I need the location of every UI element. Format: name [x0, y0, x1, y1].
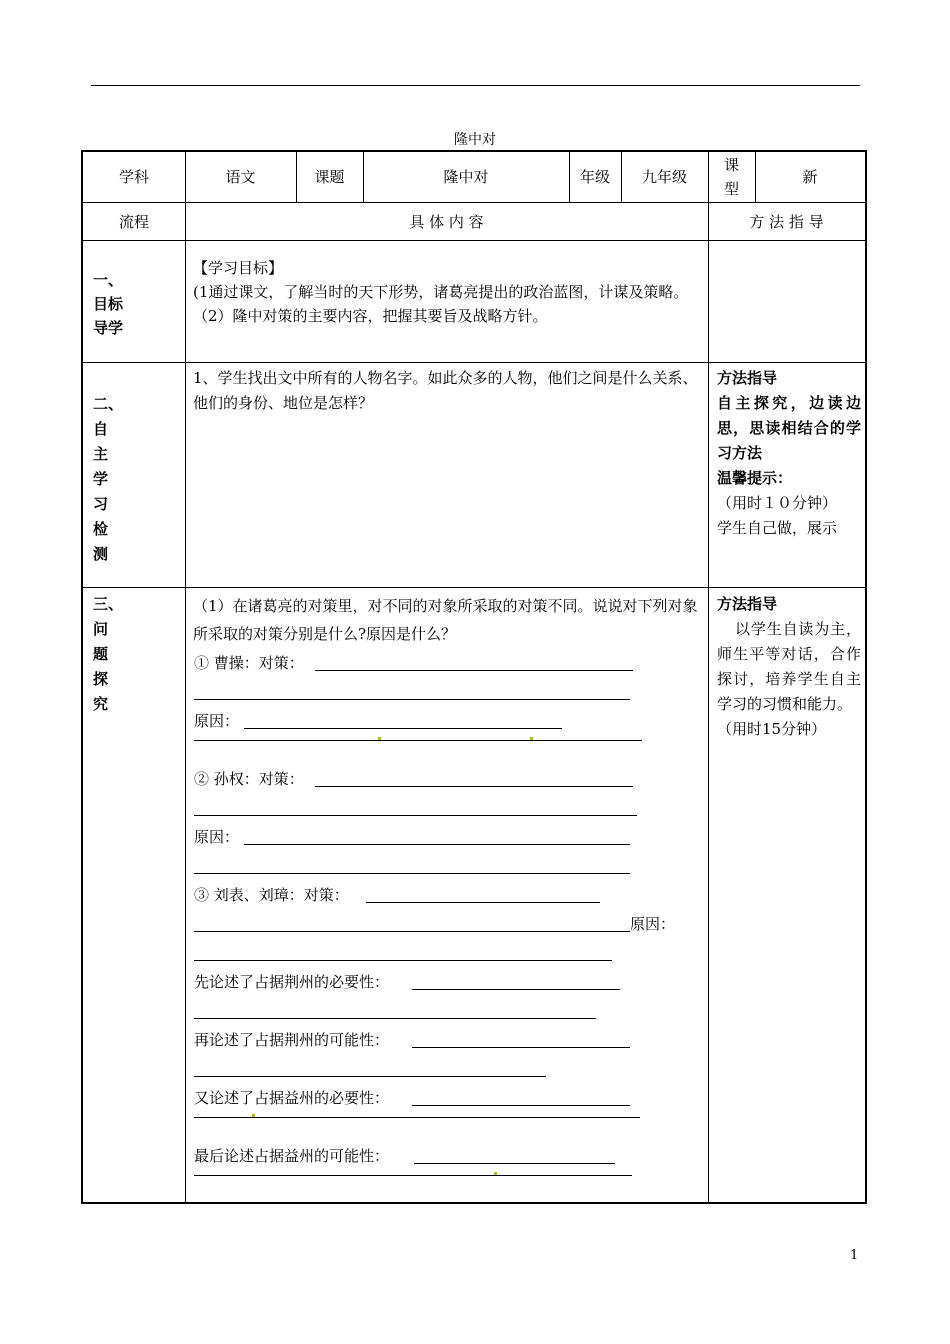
learning-goal-1: (1通过课文，了解当时的天下形势，诸葛亮提出的政治蓝图，计谋及策略。: [193, 283, 689, 301]
learning-goal-2: （2）隆中对策的主要内容，把握其要旨及战略方针。: [193, 307, 548, 325]
process-column-header: 流程: [118, 213, 149, 231]
liu-policy-blank[interactable]: [366, 902, 600, 903]
content-column-header: 具 体 内 容: [409, 213, 484, 231]
cao-policy-blank-2[interactable]: [194, 699, 630, 700]
sun-reason-blank[interactable]: [244, 844, 630, 845]
section2-question: 1、学生找出文中所有的人物名字。如此众多的人物，他们之间是什么关系、他们的身份、地位是怎样？: [193, 369, 698, 412]
section3-method: [717, 592, 861, 742]
scan-mark: [378, 737, 381, 740]
jing-necessity-blank-2[interactable]: [194, 1018, 596, 1019]
section3-intro: （1）在诸葛亮的对策里，对不同的对象所采取的对策不同。说说对下列对象所采取的对策分别是什么?原因是什么？: [193, 597, 698, 643]
jing-possibility-blank[interactable]: [412, 1047, 630, 1048]
top-rule: [91, 85, 860, 86]
row-divider: [83, 240, 865, 241]
sun-policy-blank-2[interactable]: [194, 815, 637, 816]
lesson-type-label: 课型: [723, 156, 739, 198]
liu-reason-blank[interactable]: [194, 960, 612, 961]
sun-reason-label: 原因：: [194, 828, 240, 846]
sun-policy-blank[interactable]: [315, 786, 633, 787]
yi-necessity-blank-2[interactable]: [194, 1117, 640, 1118]
yi-necessity-blank[interactable]: [412, 1105, 630, 1106]
yi-possibility-blank[interactable]: [414, 1163, 615, 1164]
scan-mark: [494, 1172, 497, 1175]
yi-possibility-blank-2[interactable]: [194, 1175, 632, 1176]
learning-goals-heading: 【学习目标】: [193, 259, 284, 277]
scan-mark: [252, 1114, 255, 1117]
method-body: 以学生自读为主，师生平等对话，合作探讨，培养学生自主学习的习惯和能力。: [717, 620, 861, 713]
jing-possibility-blank-2[interactable]: [194, 1076, 546, 1077]
yi-possibility-label: 最后论述占据益州的可能性：: [194, 1147, 390, 1165]
liu-policy-blank-2[interactable]: [194, 931, 630, 932]
cao-reason-blank[interactable]: [244, 728, 562, 729]
cao-reason-blank-2[interactable]: [194, 740, 642, 741]
page-number: 1: [850, 1248, 859, 1263]
col-divider: [185, 152, 186, 1202]
cao-policy-label: ① 曹操：对策：: [194, 654, 304, 672]
jing-possibility-label: 再论述了占据荆州的可能性：: [194, 1031, 390, 1049]
grade-label: 年级: [579, 168, 610, 186]
section1-content: [193, 256, 705, 328]
col-divider: [708, 152, 709, 1202]
section1-label: 一、 目标 导学: [93, 271, 124, 337]
jing-necessity-label: 先论述了占据荆州的必要性：: [194, 973, 390, 991]
method-title: 方法指导: [717, 595, 778, 613]
method-title: 方法指导: [717, 369, 778, 387]
cao-policy-blank[interactable]: [315, 670, 633, 671]
topic-label: 课题: [314, 168, 345, 186]
section2-label: 二、 自 主 学 习 检 测: [93, 395, 124, 563]
jing-necessity-blank[interactable]: [412, 989, 620, 990]
liu-reason-label: 原因：: [630, 915, 676, 933]
section3-label: 三、 问 题 探 究: [93, 595, 124, 713]
tip-title: 温馨提示：: [717, 469, 793, 487]
liu-policy-label: ③ 刘表、刘璋：对策：: [194, 886, 349, 904]
row-divider: [83, 587, 865, 588]
tip-body: 学生自己做，展示: [717, 519, 838, 537]
tip-time: （用时１０分钟）: [717, 494, 838, 512]
row-divider: [83, 362, 865, 363]
subject-value: 语文: [225, 168, 256, 186]
method-body: 自主探究，边读边思，思读相结合的学习方法: [717, 394, 861, 462]
sun-policy-label: ② 孙权：对策：: [194, 770, 304, 788]
cao-reason-label: 原因：: [194, 712, 240, 730]
subject-label: 学科: [118, 168, 149, 186]
scan-mark: [530, 737, 533, 740]
document-title: 隆中对: [454, 132, 496, 148]
section2-method: [717, 366, 861, 541]
method-time: （用时15分钟）: [717, 720, 827, 738]
row-divider: [83, 202, 865, 203]
topic-value: 隆中对: [443, 168, 489, 186]
lesson-type-value: 新: [802, 168, 818, 186]
yi-necessity-label: 又论述了占据益州的必要性：: [194, 1089, 390, 1107]
method-column-header: 方 法 指 导: [749, 213, 824, 231]
sun-reason-blank-2[interactable]: [194, 873, 630, 874]
grade-value: 九年级: [641, 168, 687, 186]
